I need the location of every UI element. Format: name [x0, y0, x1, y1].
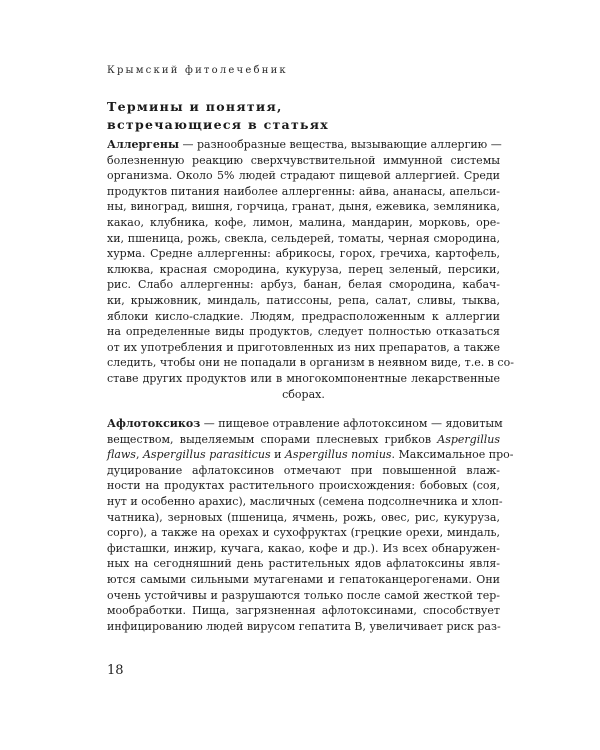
section-title	[107, 98, 329, 134]
entry-line: веществом, выделяемым спорами плесневых грибков Aspergillus	[107, 432, 500, 446]
entry-line: продуктов питания наиболее аллергенны: айва, ананасы, апельси-	[107, 184, 500, 198]
entry-line: хурма. Средне аллергенны: абрикосы, горох, гречиха, картофель,	[107, 247, 500, 261]
page-number: 18	[107, 663, 124, 678]
entry-line: какао, клубника, кофе, лимон, малина, мандарин, морковь, оре-	[107, 215, 500, 229]
entry-line: фисташки, инжир, кучага, какао, кофе и др.). Из всех обнаружен-	[107, 541, 500, 555]
entry-term: Аллергены	[107, 138, 179, 151]
entry-line: ставе других продуктов или в многокомпонентные лекарственные	[107, 371, 500, 385]
entry-line: ны, виноград, вишня, горчица, гранат, дыня, ежевика, земляника,	[107, 200, 500, 214]
entry-line: организма. Около 5% людей страдают пищевой аллергией. Среди	[107, 169, 500, 183]
section-title-line-1: Термины и понятия,	[107, 99, 283, 114]
entry-line: Афлотоксикоз — пищевое отравление афлотоксином — ядовитым	[107, 417, 503, 430]
entry-line: хи, пшеница, рожь, свекла, сельдерей, томаты, черная смородина,	[107, 231, 500, 245]
entry-line: чатника), зерновых (пшеница, ячмень, рожь, овес, рис, кукуруза,	[107, 510, 500, 524]
running-head: Крымский фитолечебник	[107, 65, 288, 76]
entry-line: flaws, Aspergillus parasiticus и Aspergillus nomius. Максимальное про-	[107, 448, 514, 462]
entry-term: Афлотоксикоз	[107, 417, 201, 430]
section-title-line-2: встречающиеся в статьях	[107, 117, 330, 132]
entry-line: нут и особенно арахис), масличных (семена подсолнечника и хлоп-	[107, 494, 503, 508]
entry-line: мообработки. Пища, загрязненная афлотоксинами, способствует	[107, 604, 500, 618]
entry-line: дуцирование афлатоксинов отмечают при повышенной влаж-	[107, 463, 500, 477]
entry-line: Аллергены — разнообразные вещества, вызывающие аллергию —	[107, 138, 502, 151]
entry-line: болезненную реакцию сверхчувствительной иммунной системы	[107, 153, 500, 167]
entry-line: ных на сегодняшний день растительных ядов афлатоксины явля-	[107, 557, 500, 571]
entry-line: клюква, красная смородина, кукуруза, перец зеленый, персики,	[107, 262, 500, 276]
entry-line: сборах.	[282, 387, 325, 401]
entry-line: ности на продуктах растительного происхождения: бобовых (соя,	[107, 479, 500, 493]
entry-line: ются самыми сильными мутагенами и гепатоканцерогенами. Они	[107, 572, 500, 586]
entry-line: рис. Слабо аллергенны: арбуз, банан, белая смородина, кабач-	[107, 278, 500, 292]
entry-line: яблоки кисло-сладкие. Людям, предрасположенным к аллергии	[107, 309, 500, 323]
entry-allergens	[107, 137, 514, 402]
entry-line: на определенные виды продуктов, следует полностью отказаться	[107, 325, 500, 339]
entry-line: сорго), а также на орехах и сухофруктах (грецкие орехи, миндаль,	[107, 526, 500, 540]
entry-line: ки, крыжовник, миндаль, патиссоны, репа, салат, сливы, тыква,	[107, 293, 500, 307]
entry-line: от их употребления и приготовленных из них препаратов, а также	[107, 340, 500, 354]
entry-line: очень устойчивы и разрушаются только после самой жесткой тер-	[107, 588, 500, 602]
entry-line: инфицированию людей вирусом гепатита В, увеличивает риск раз-	[107, 619, 501, 633]
entry-line: следить, чтобы они не попадали в организм в неявном виде, т.е. в со-	[107, 356, 514, 370]
entry-aflatoxicosis	[107, 416, 514, 634]
